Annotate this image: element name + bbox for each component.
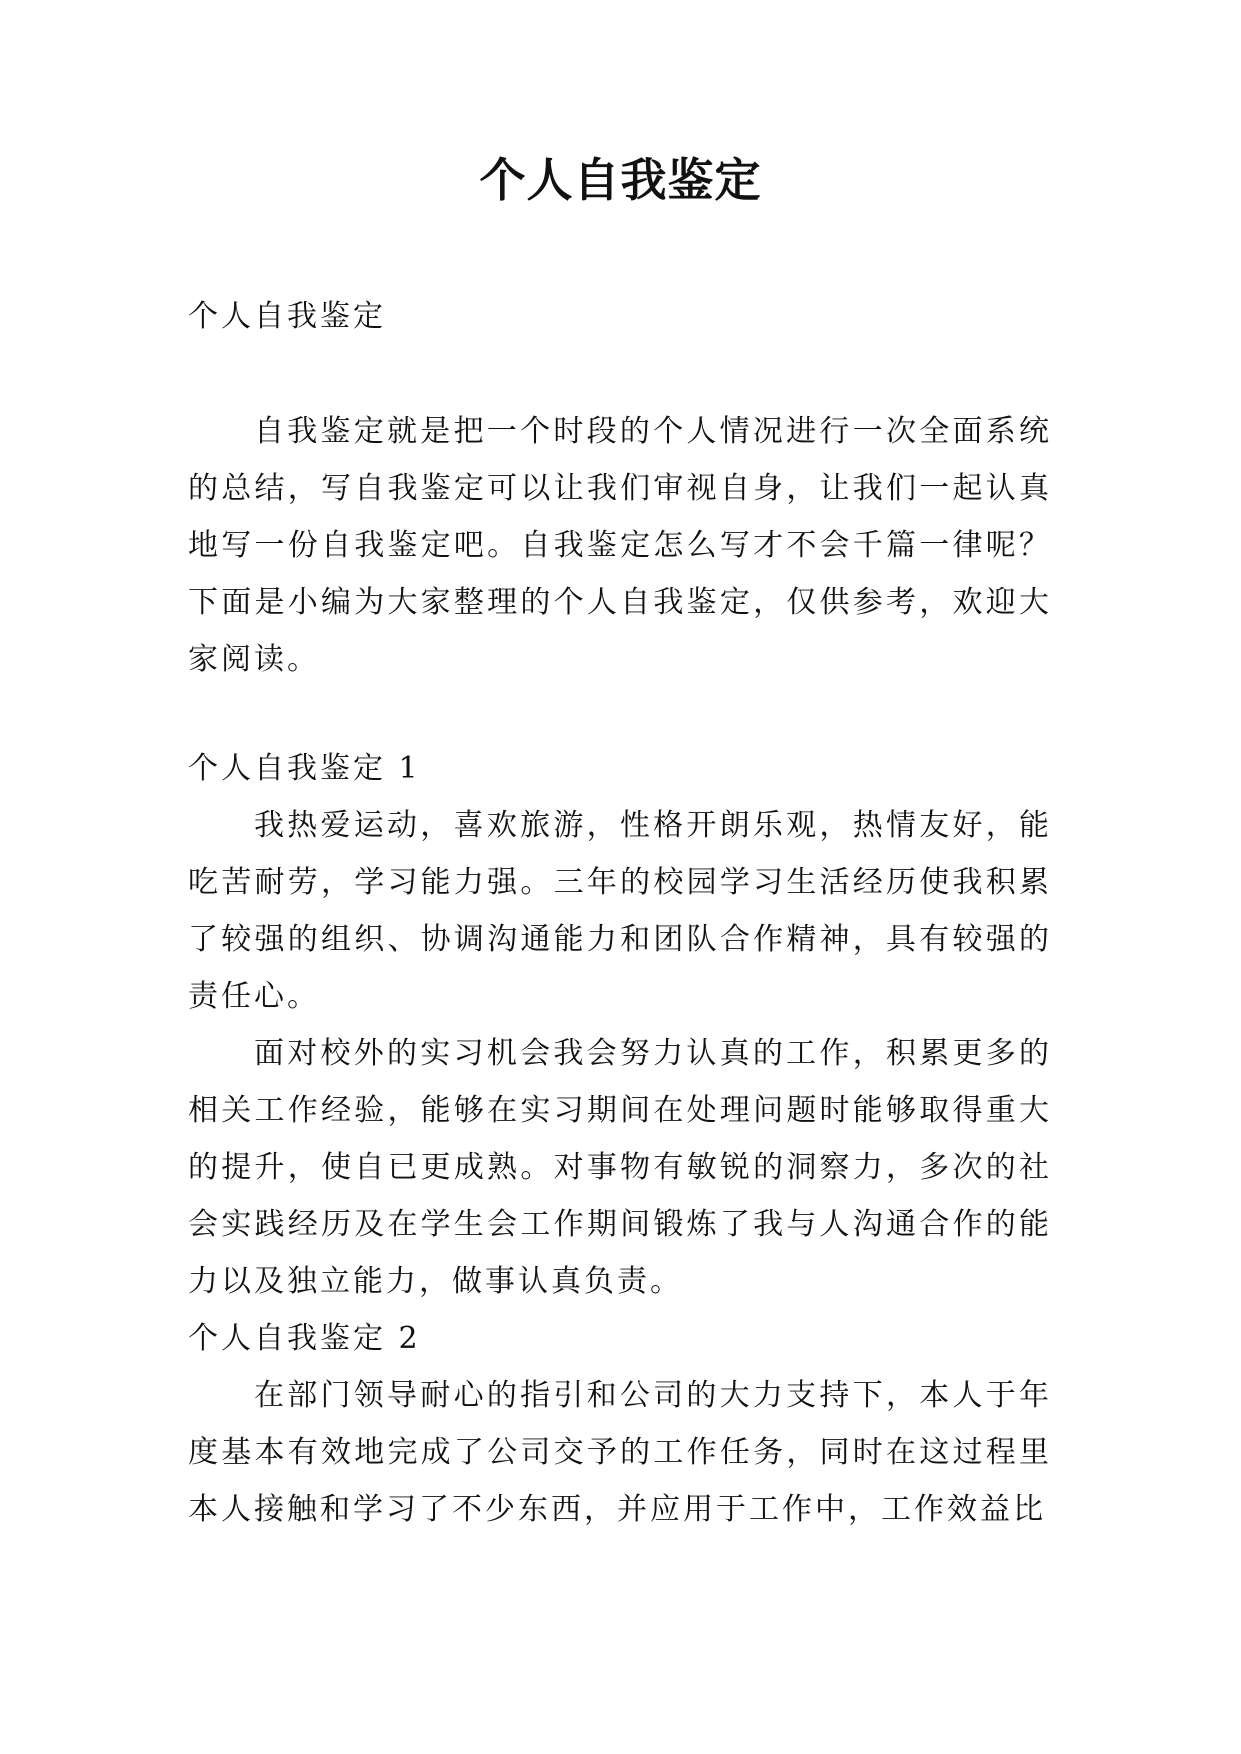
section-2-paragraph-1: 在部门领导耐心的指引和公司的大力支持下，本人于年度基本有效地完成了公司交予的工作任务，同时在这过程里本人接触和学习了不少东西，并应用于工作中，工作效益比 bbox=[188, 1378, 1052, 1527]
section-1-paragraph-1: 我热爱运动，喜欢旅游，性格开朗乐观，热情友好，能吃苦耐劳，学习能力强。三年的校园学习生活经历使我积累了较强的组织、协调沟通能力和团队合作精神，具有较强的责任心。 bbox=[188, 808, 1052, 1014]
intro-paragraph: 自我鉴定就是把一个时段的个人情况进行一次全面系统的总结，写自我鉴定可以让我们审视自身，让我们一起认真地写一份自我鉴定吧。自我鉴定怎么写才不会千篇一律呢？下面是小编为大家整理的个人自我鉴定，仅供参考，欢迎大家阅读。 bbox=[188, 414, 1052, 677]
section-1-paragraph-2: 面对校外的实习机会我会努力认真的工作，积累更多的相关工作经验，能够在实习期间在处理问题时能够取得重大的提升，使自已更成熟。对事物有敏锐的洞察力，多次的社会实践经历及在学生会工作期间锻炼了我与人沟通合作的能力以及独立能力，做事认真负责。 bbox=[188, 1036, 1052, 1299]
section-heading-2: 个人自我鉴定 2 bbox=[188, 1321, 421, 1356]
document-body bbox=[188, 288, 1052, 1538]
document-title: 个人自我鉴定 bbox=[479, 153, 762, 207]
section-heading-1: 个人自我鉴定 1 bbox=[188, 751, 421, 786]
document-subtitle: 个人自我鉴定 bbox=[188, 299, 386, 334]
